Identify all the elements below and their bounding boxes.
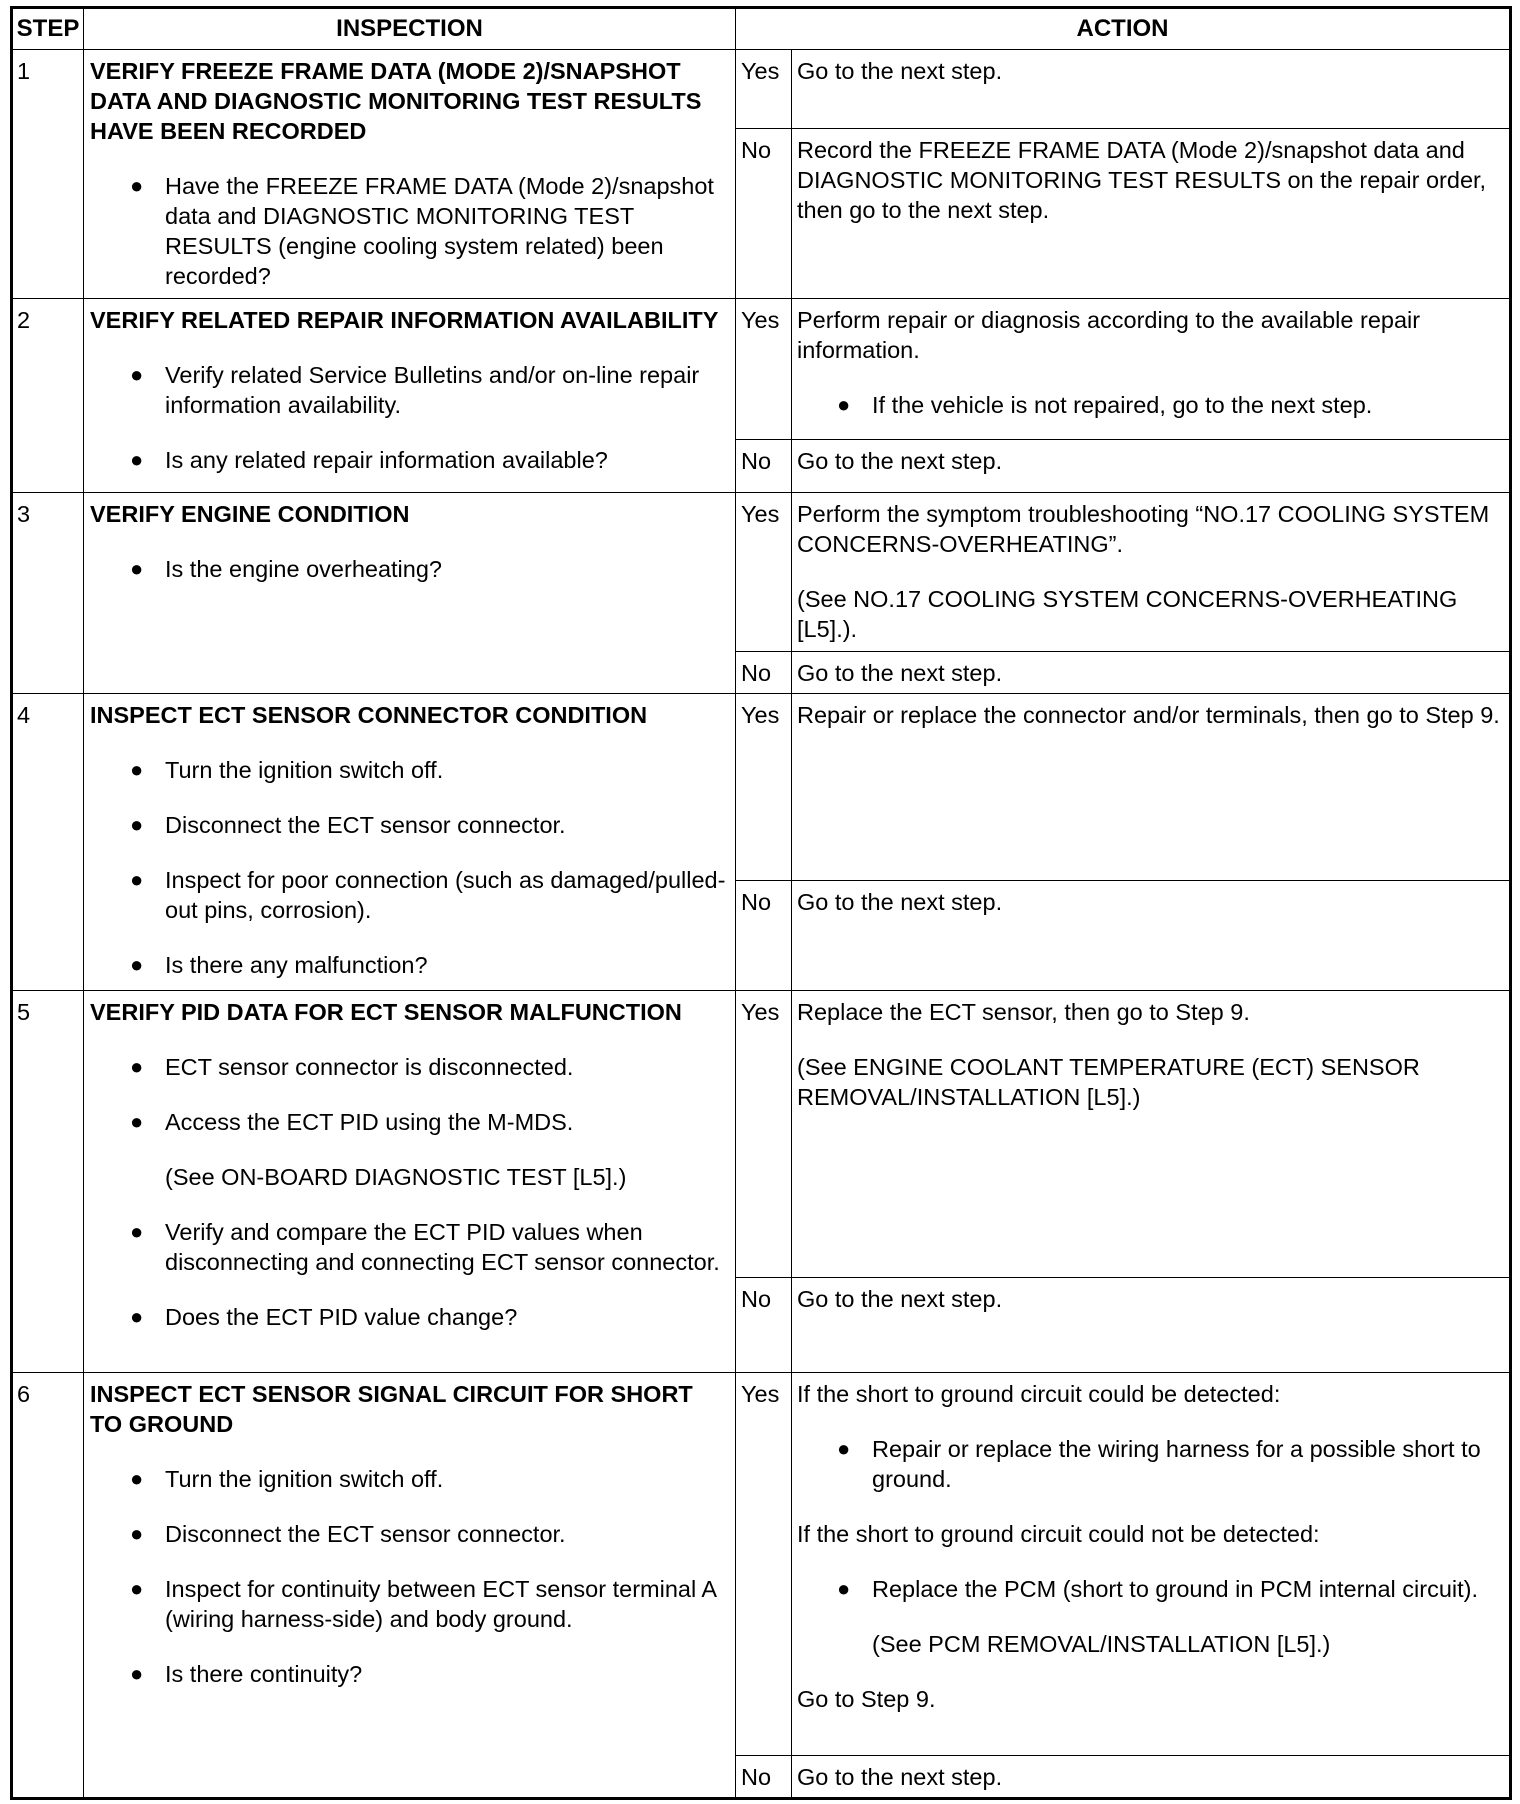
step-number: 5 bbox=[12, 991, 84, 1373]
no-label: No bbox=[736, 1277, 792, 1372]
yes-action bbox=[792, 492, 1511, 652]
table-row bbox=[12, 50, 1511, 129]
yes-action-reference: (See PCM REMOVAL/INSTALLATION [L5].) bbox=[872, 1630, 1331, 1657]
yes-action-item: ● If the vehicle is not repaired, go to the next step. bbox=[797, 390, 1501, 420]
inspection-cell bbox=[84, 492, 736, 694]
yes-action-list bbox=[797, 1434, 1501, 1494]
inspection-item: ● Is any related repair information available? bbox=[90, 445, 727, 475]
yes-action-item: ● Replace the PCM (short to ground in PCM internal circuit). bbox=[797, 1574, 1501, 1604]
yes-action-reference: (See NO.17 COOLING SYSTEM CONCERNS-OVERHEATING [L5].). bbox=[797, 585, 1458, 642]
header-action: ACTION bbox=[736, 8, 1511, 50]
step-number: 3 bbox=[12, 492, 84, 694]
yes-action-list bbox=[797, 390, 1501, 420]
yes-action: Repair or replace the connector and/or terminals, then go to Step 9. bbox=[792, 694, 1511, 881]
yes-label: Yes bbox=[736, 50, 792, 129]
inspection-item: ● Does the ECT PID value change? bbox=[90, 1302, 727, 1332]
inspection-item: ● ECT sensor connector is disconnected. bbox=[90, 1052, 727, 1082]
inspection-item: ● Verify and compare the ECT PID values when disconnecting and connecting ECT sensor connector. bbox=[90, 1217, 727, 1277]
inspection-item: ● Verify related Service Bulletins and/or on-line repair information availability. bbox=[90, 360, 727, 420]
inspection-item: ● Have the FREEZE FRAME DATA (Mode 2)/snapshot data and DIAGNOSTIC MONITORING TEST RESULTS (engine cooling system related) been recorded? bbox=[90, 171, 727, 291]
yes-action-list bbox=[797, 1574, 1501, 1604]
yes-label: Yes bbox=[736, 492, 792, 652]
yes-action-text: Go to Step 9. bbox=[797, 1685, 936, 1712]
table-row bbox=[12, 1372, 1511, 1756]
no-label: No bbox=[736, 881, 792, 991]
yes-action-reference: (See ENGINE COOLANT TEMPERATURE (ECT) SENSOR REMOVAL/INSTALLATION [L5].) bbox=[797, 1054, 1420, 1111]
inspection-item: ● Turn the ignition switch off. bbox=[90, 1464, 727, 1494]
header-inspection: INSPECTION bbox=[84, 8, 736, 50]
step-title: VERIFY RELATED REPAIR INFORMATION AVAILABILITY bbox=[90, 306, 719, 333]
inspection-item: ● Disconnect the ECT sensor connector. bbox=[90, 810, 727, 840]
inspection-item: ● Access the ECT PID using the M-MDS. bbox=[90, 1107, 727, 1137]
step-title: VERIFY PID DATA FOR ECT SENSOR MALFUNCTION bbox=[90, 999, 682, 1026]
table-row bbox=[12, 298, 1511, 439]
inspection-list bbox=[90, 1052, 727, 1137]
diagnostic-table bbox=[10, 6, 1512, 1800]
step-title: VERIFY ENGINE CONDITION bbox=[90, 500, 410, 527]
no-action: Go to the next step. bbox=[792, 1756, 1511, 1799]
table-header-row bbox=[12, 8, 1511, 50]
inspection-cell bbox=[84, 1372, 736, 1798]
yes-action-text: Perform the symptom troubleshooting “NO.17 COOLING SYSTEM CONCERNS-OVERHEATING”. bbox=[797, 500, 1490, 557]
table-row bbox=[12, 991, 1511, 1278]
no-label: No bbox=[736, 652, 792, 694]
no-label: No bbox=[736, 1756, 792, 1799]
inspection-list bbox=[90, 171, 727, 291]
yes-label: Yes bbox=[736, 298, 792, 439]
inspection-item: ● Inspect for continuity between ECT sensor terminal A (wiring harness-side) and body ground. bbox=[90, 1574, 727, 1634]
inspection-item: ● Is the engine overheating? bbox=[90, 554, 727, 584]
inspection-cell bbox=[84, 50, 736, 298]
inspection-item: ● Inspect for poor connection (such as damaged/pulled-out pins, corrosion). bbox=[90, 865, 727, 925]
no-label: No bbox=[736, 440, 792, 492]
step-number: 4 bbox=[12, 694, 84, 991]
inspection-list bbox=[90, 1217, 727, 1332]
no-action: Record the FREEZE FRAME DATA (Mode 2)/snapshot data and DIAGNOSTIC MONITORING TEST RESULTS on the repair order, then go to the next step. bbox=[792, 129, 1511, 299]
inspection-list bbox=[90, 554, 727, 584]
yes-action-text: Perform repair or diagnosis according to the available repair information. bbox=[797, 306, 1421, 363]
inspection-cell bbox=[84, 694, 736, 991]
no-action: Go to the next step. bbox=[792, 1277, 1511, 1372]
step-number: 6 bbox=[12, 1372, 84, 1798]
yes-action bbox=[792, 298, 1511, 439]
table-row bbox=[12, 694, 1511, 881]
no-action: Go to the next step. bbox=[792, 652, 1511, 694]
inspection-reference: (See ON-BOARD DIAGNOSTIC TEST [L5].) bbox=[165, 1164, 627, 1191]
yes-action bbox=[792, 1372, 1511, 1756]
yes-action-text: If the short to ground circuit could not be detected: bbox=[797, 1520, 1320, 1547]
inspection-list bbox=[90, 755, 727, 980]
yes-label: Yes bbox=[736, 1372, 792, 1756]
inspection-item: ● Is there continuity? bbox=[90, 1659, 727, 1689]
no-label: No bbox=[736, 129, 792, 299]
inspection-cell bbox=[84, 298, 736, 492]
no-action: Go to the next step. bbox=[792, 881, 1511, 991]
inspection-item: ● Disconnect the ECT sensor connector. bbox=[90, 1519, 727, 1549]
step-title: INSPECT ECT SENSOR CONNECTOR CONDITION bbox=[90, 702, 648, 729]
yes-action bbox=[792, 991, 1511, 1278]
yes-action: Go to the next step. bbox=[792, 50, 1511, 129]
inspection-list bbox=[90, 1464, 727, 1689]
step-number: 2 bbox=[12, 298, 84, 492]
table-row bbox=[12, 492, 1511, 652]
inspection-list bbox=[90, 360, 727, 475]
no-action: Go to the next step. bbox=[792, 440, 1511, 492]
yes-label: Yes bbox=[736, 694, 792, 881]
inspection-cell bbox=[84, 991, 736, 1373]
inspection-item: ● Turn the ignition switch off. bbox=[90, 755, 727, 785]
yes-action-text: Replace the ECT sensor, then go to Step 9. bbox=[797, 999, 1250, 1026]
inspection-item: ● Is there any malfunction? bbox=[90, 950, 727, 980]
step-title: VERIFY FREEZE FRAME DATA (MODE 2)/SNAPSHOT DATA AND DIAGNOSTIC MONITORING TEST RESULTS HAVE BEEN RECORDED bbox=[90, 58, 702, 145]
yes-label: Yes bbox=[736, 991, 792, 1278]
yes-action-item: ● Repair or replace the wiring harness for a possible short to ground. bbox=[797, 1434, 1501, 1494]
header-step: STEP bbox=[12, 8, 84, 50]
yes-action-text: If the short to ground circuit could be detected: bbox=[797, 1380, 1281, 1407]
step-title: INSPECT ECT SENSOR SIGNAL CIRCUIT FOR SHORT TO GROUND bbox=[90, 1380, 693, 1437]
step-number: 1 bbox=[12, 50, 84, 298]
